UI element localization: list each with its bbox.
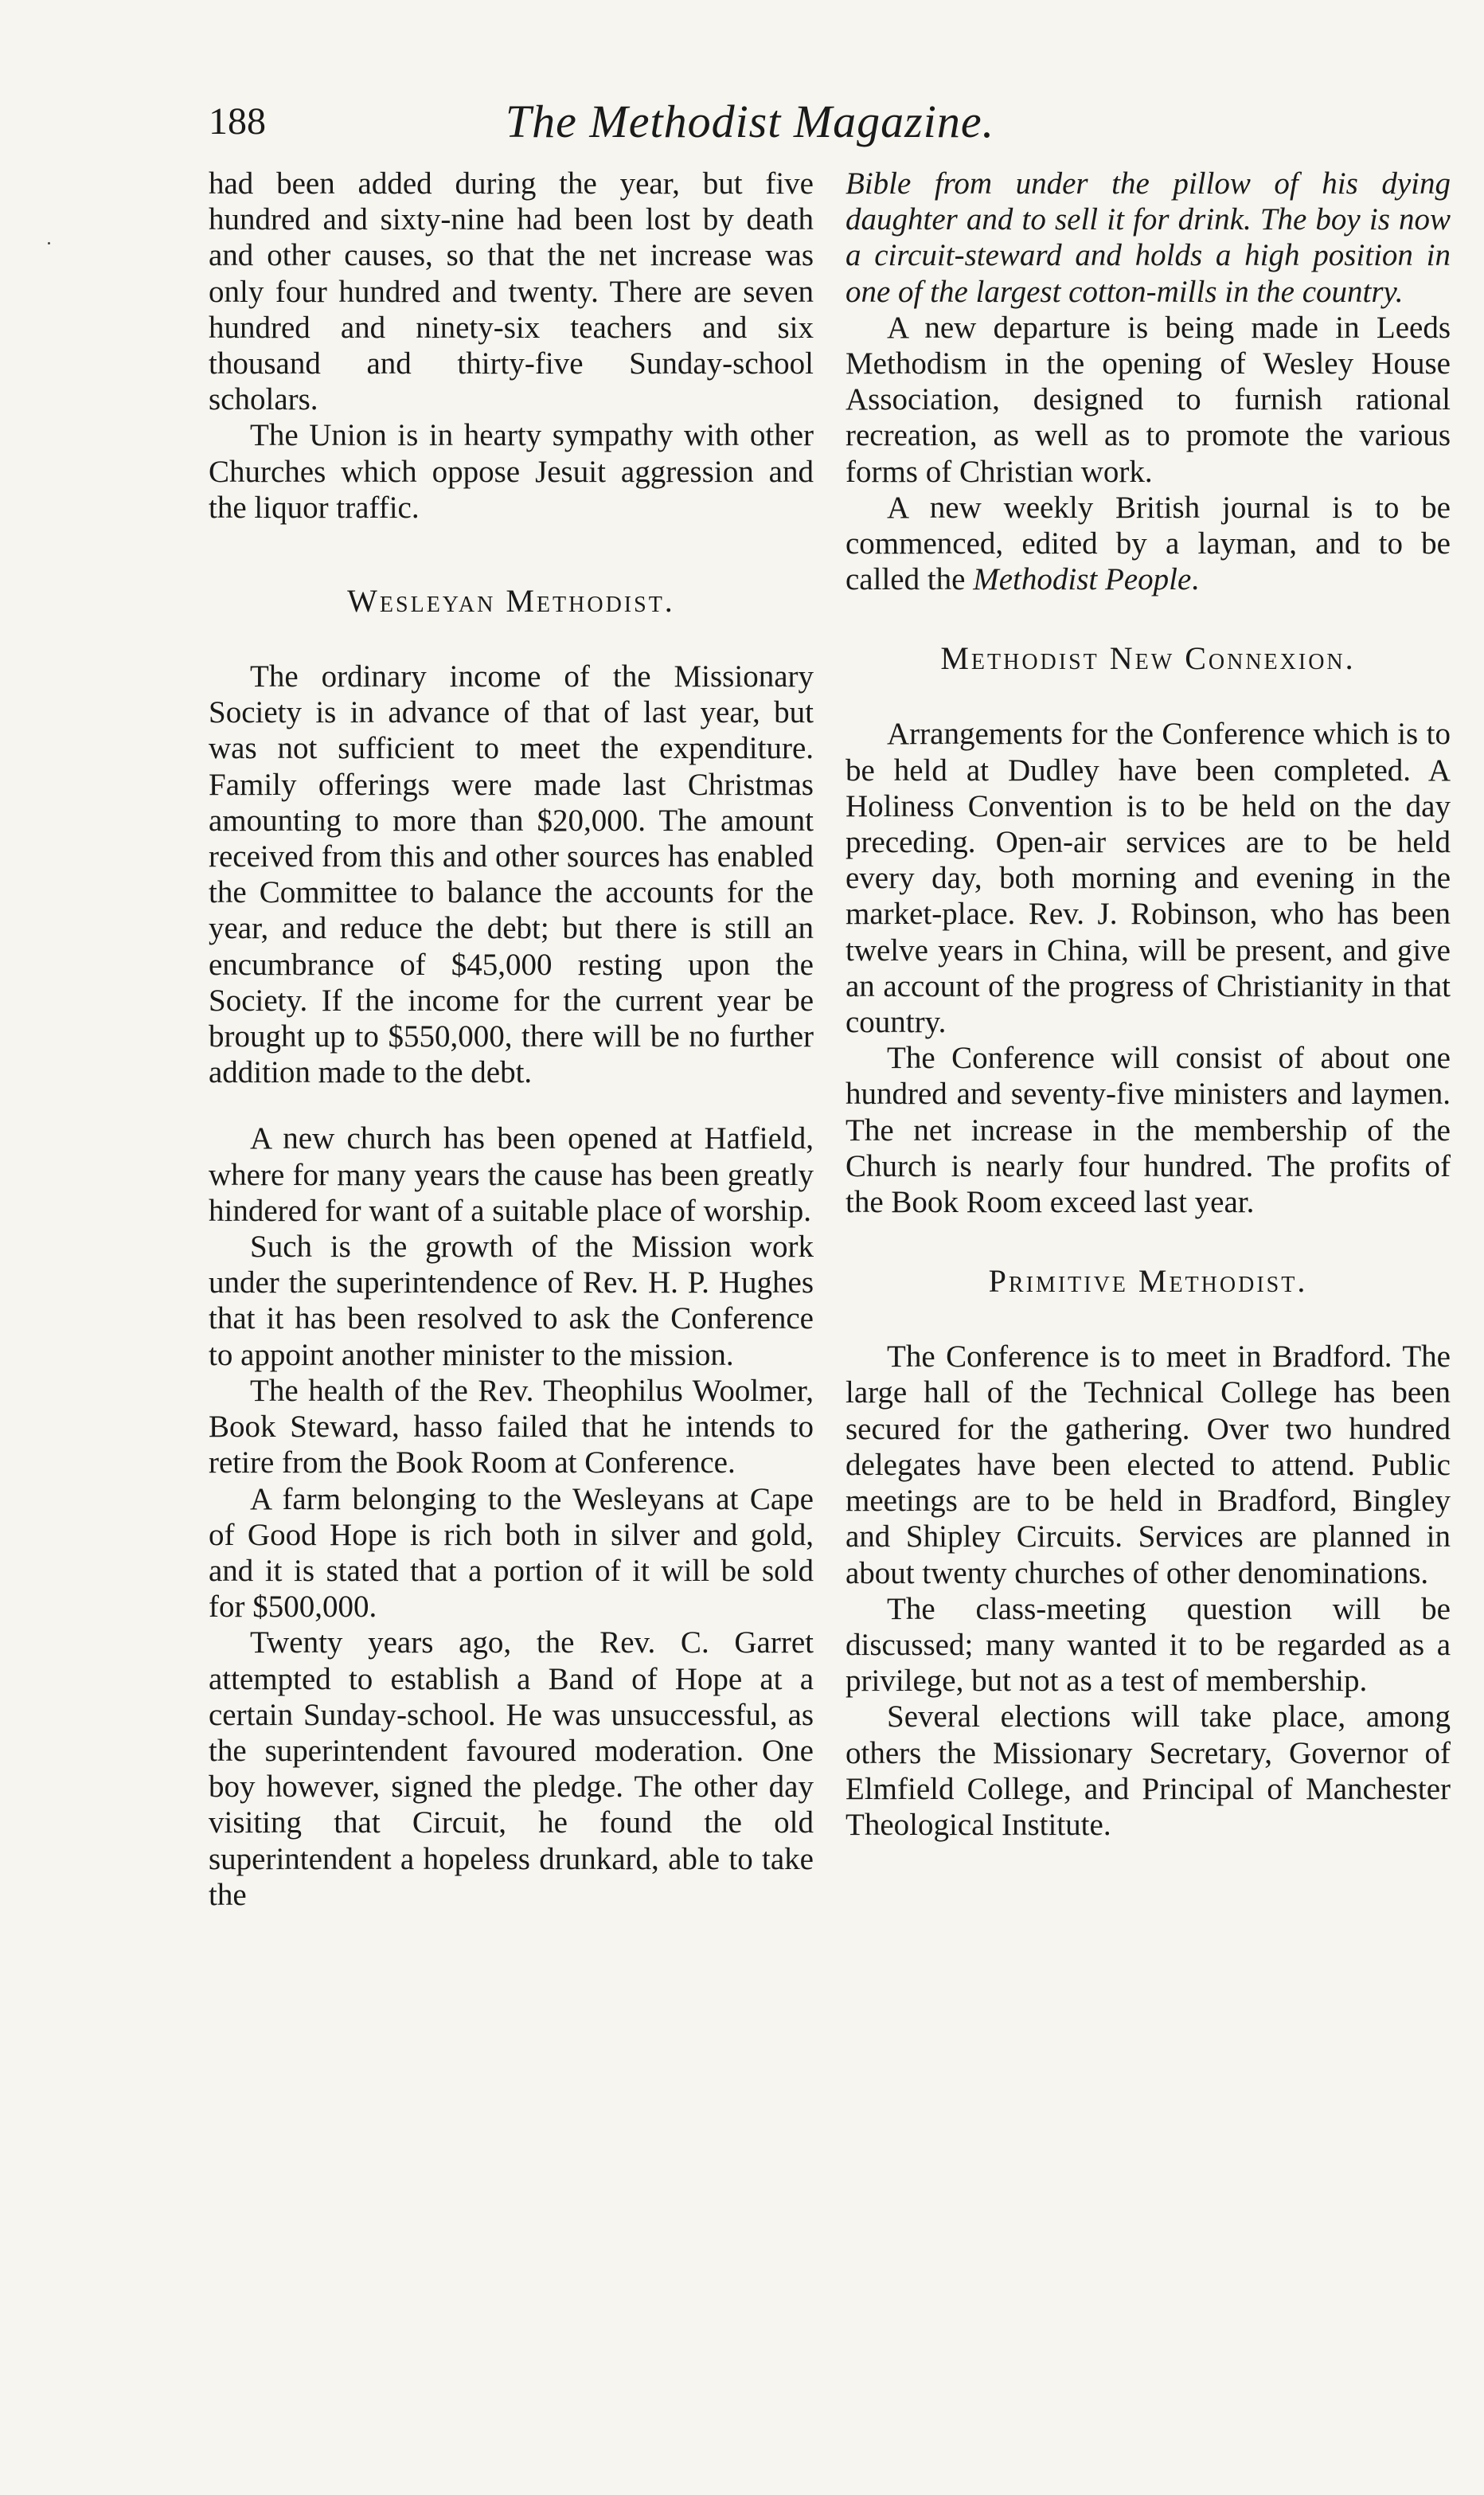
paragraph: A new church has been opened at Hatfield, where for many years the cause has been greatly hindered for want of a suitable place of worship. <box>209 1121 814 1228</box>
journal-title: Methodist People <box>973 562 1192 597</box>
right-column <box>845 166 1451 1843</box>
paragraph: Such is the growth of the Mission work under the superintendence of Rev. H. P. Hughes that it has been resolved to ask the Conference to appoint another minister to the mission. <box>209 1230 814 1372</box>
paragraph: The ordinary income of the Missionary Society is in advance of that of last year, but was not sufficient to meet the expenditure. Family offerings were made last Christmas amounting to more than $20,000. The amount received from this and other sources has enabled the Committee to balance the accounts for the year, and reduce the debt; but there is still an encumbrance of $45,000 resting upon the Society. If the income for the current year be brought up to $550,000, there will be no further addition made to the debt. <box>209 659 814 1090</box>
section-heading-new-connexion: Methodist New Connexion. <box>940 640 1356 677</box>
paragraph: The Conference is to meet in Bradford. The large hall of the Technical College has been secured for the gathering. Over two hundred delegates have been elected to attend. Public meetings are to be held in Bradford, Bingley and Shipley Circuits. Services are planned in about twenty churches of other denominations. <box>845 1339 1451 1590</box>
scan-speck <box>48 242 50 244</box>
paragraph-text: A new weekly British journal is to be commenced, edited by a layman, and to be called the <box>845 490 1451 597</box>
paragraph: The class-meeting question will be discussed; many wanted it to be regarded as a privilege, but not as a test of membership. <box>845 1591 1451 1699</box>
paragraph: The Union is in hearty sympathy with other Churches which oppose Jesuit aggression and the liquor traffic. <box>209 418 814 525</box>
page-header <box>209 86 1291 158</box>
paragraph: A farm belonging to the Wesleyans at Cape of Good Hope is rich both in silver and gold, and it is stated that a portion of it will be sold for $500,000. <box>209 1481 814 1625</box>
paragraph: Several elections will take place, among others the Missionary Secretary, Governor of Elmfield College, and Principal of Manchester Theological Institute. <box>845 1699 1451 1842</box>
paragraph <box>845 490 1451 598</box>
section-heading-primitive: Primitive Methodist. <box>988 1263 1308 1300</box>
left-column <box>209 166 814 1913</box>
paragraph: The health of the Rev. Theophilus Woolmer, Book Steward, hasso failed that he intends to retire from the Book Room at Conference. <box>209 1373 814 1480</box>
paragraph-end: . <box>1191 562 1200 597</box>
page-number: 188 <box>209 100 266 143</box>
paragraph: The Conference will consist of about one hundred and seventy-five ministers and laymen. The net increase in the membership of the Church is nearly four hundred. The profits of the Book Room exceed last year. <box>845 1041 1451 1220</box>
paragraph: Bible from under the pillow of his dying daughter and to sell it for drink. The boy is now a circuit-steward and holds a high position in one of the largest cotton-mills in the country. <box>845 166 1451 309</box>
paragraph: had been added during the year, but five hundred and sixty-nine had been lost by death and other causes, so that the net increase was only four hundred and twenty. There are seven hundred and ninety-six teachers and six thousand and thirty-five Sunday-school scholars. <box>209 166 814 417</box>
section-heading-wesleyan: Wesleyan Methodist. <box>347 583 675 620</box>
paragraph: A new departure is being made in Leeds Methodism in the opening of Wesley House Association, designed to furnish rational recreation, as well as to promote the various forms of Christian work. <box>845 310 1451 489</box>
paragraph: Arrangements for the Conference which is to be held at Dudley have been completed. A Holiness Convention is to be held on the day preceding. Open-air services are to be held every day, both morning and evening in the market-place. Rev. J. Robinson, who has been twelve years in China, will be present, and give an account of the progress of Christianity in that country. <box>845 717 1451 1040</box>
paragraph: Twenty years ago, the Rev. C. Garret attempted to establish a Band of Hope at a certain Sunday-school. He was unsuccessful, as the superintendent favoured moderation. One boy however, signed the pledge. The other day visiting that Circuit, he found the old superintendent a hopeless drunkard, able to take the <box>209 1625 814 1912</box>
running-title: The Methodist Magazine. <box>505 96 995 147</box>
